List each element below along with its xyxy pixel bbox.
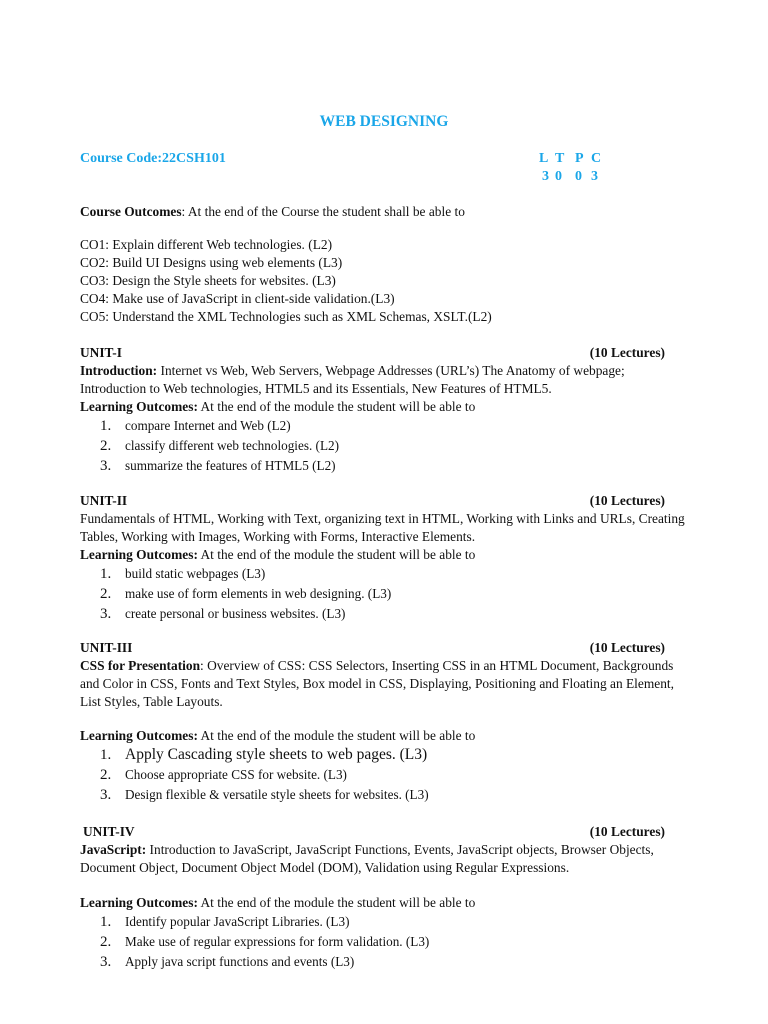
list-item [80, 952, 690, 972]
unit-topic-text: : Overview of CSS: CSS Selectors, Inserting CSS in an HTML Document, Backgrounds and Color in CSS, Fonts and Text Styles, Box model in CSS, Displaying, Positioning and Floating an Element, List Styles, Table Layouts. [80, 658, 674, 709]
ltpc-label: P [575, 151, 584, 166]
course-outcome-item: CO3: Design the Style sheets for websites. (L3) [80, 273, 336, 288]
unit-header [80, 639, 665, 657]
list-item [80, 932, 690, 952]
unit-topic-text: Introduction to JavaScript, JavaScript Functions, Events, JavaScript objects, Browser Objects, Document Object, Document Object Model (DOM), Validation using Regular Expressions. [80, 842, 654, 875]
item-number: 2. [100, 934, 112, 950]
learning-outcomes-intro [80, 546, 690, 564]
ltpc-label: C [591, 151, 602, 166]
unit-topic-text: Internet vs Web, Web Servers, Webpage Addresses (URL’s) The Anatomy of webpage; Introduction to Web technologies, HTML5 and its Essentials, New Features of HTML5. [80, 363, 625, 396]
unit-2 [80, 492, 690, 624]
learning-outcomes-label: Learning Outcomes: [80, 895, 198, 910]
item-text: classify different web technologies. (L2) [125, 438, 339, 453]
learning-outcomes-intro-text: At the end of the module the student will be able to [197, 547, 476, 562]
learning-outcomes-intro-text: At the end of the module the student will be able to [197, 895, 476, 910]
item-number: 2. [100, 586, 112, 602]
item-text: make use of form elements in web designing. (L3) [125, 586, 392, 601]
learning-outcomes-intro [80, 727, 690, 745]
learning-outcomes-label: Learning Outcomes: [80, 728, 198, 743]
list-item [80, 456, 690, 476]
list-item [80, 765, 690, 785]
learning-outcomes-intro-text: At the end of the module the student will be able to [197, 399, 476, 414]
item-text: Apply java script functions and events (L3) [125, 954, 355, 969]
unit-1 [80, 344, 690, 476]
unit-content: Fundamentals of HTML, Working with Text, organizing text in HTML, Working with Links and URLs, Creating Tables, Working with Images, Working with Forms, Interactive Elements. [80, 511, 685, 544]
list-item [80, 416, 690, 436]
unit-lectures: (10 Lectures) [589, 640, 665, 655]
list-item [80, 584, 690, 604]
item-number: 3. [100, 606, 112, 622]
unit-header [80, 344, 665, 362]
unit-topic-label: Introduction: [80, 363, 158, 378]
item-number: 1. [100, 566, 112, 582]
list-item [80, 745, 690, 765]
item-number: 3. [100, 458, 112, 474]
spacer [80, 877, 690, 894]
item-text: Make use of regular expressions for form validation. (L3) [125, 934, 430, 949]
course-outcomes-list [80, 236, 690, 326]
course-outcome-item: CO5: Understand the XML Technologies such as XML Schemas, XSLT.(L2) [80, 309, 492, 324]
unit-title: UNIT-III [80, 640, 133, 655]
ltpc-value: 0 [575, 169, 582, 184]
unit-4 [80, 823, 690, 972]
spacer [80, 711, 690, 727]
learning-outcomes-list [80, 564, 690, 624]
ltpc-label: T [555, 151, 565, 166]
unit-title: UNIT-IV [83, 824, 135, 839]
item-text: create personal or business websites. (L3) [125, 606, 346, 621]
learning-outcomes-list [80, 416, 690, 476]
list-item [80, 912, 690, 932]
course-outcome-item: CO2: Build UI Designs using web elements (L3) [80, 255, 343, 270]
learning-outcomes-label: Learning Outcomes: [80, 547, 198, 562]
ltpc-table [539, 150, 601, 186]
ltpc-values [539, 168, 601, 186]
item-text: compare Internet and Web (L2) [125, 418, 291, 433]
item-text: Design flexible & versatile style sheets for websites. (L3) [125, 787, 429, 802]
course-outcomes-intro [80, 203, 690, 221]
item-number: 1. [100, 914, 112, 930]
course-outcomes-intro-text: : At the end of the Course the student shall be able to [181, 204, 465, 219]
page-title: WEB DESIGNING [319, 113, 449, 130]
item-text: Identify popular JavaScript Libraries. (L3) [125, 914, 350, 929]
learning-outcomes-label: Learning Outcomes: [80, 399, 198, 414]
item-number: 3. [100, 954, 112, 970]
unit-header [80, 492, 665, 510]
item-text: Choose appropriate CSS for website. (L3) [125, 767, 347, 782]
unit-content [80, 841, 690, 877]
item-number: 2. [100, 438, 112, 454]
ltpc-value: 0 [555, 169, 562, 184]
learning-outcomes-list [80, 745, 690, 805]
item-text: build static webpages (L3) [125, 566, 266, 581]
list-item [80, 436, 690, 456]
course-outcome-item: CO1: Explain different Web technologies. (L2) [80, 237, 333, 252]
unit-title: UNIT-I [80, 345, 122, 360]
item-text: summarize the features of HTML5 (L2) [125, 458, 336, 473]
learning-outcomes-intro [80, 398, 690, 416]
item-text: Apply Cascading style sheets to web pages. (L3) [125, 746, 428, 763]
ltpc-labels [539, 150, 601, 168]
ltpc-label: L [539, 151, 549, 166]
unit-lectures: (10 Lectures) [589, 345, 665, 360]
list-item [80, 564, 690, 584]
list-item [80, 604, 690, 624]
learning-outcomes-intro-text: At the end of the module the student will be able to [197, 728, 476, 743]
list-item [80, 785, 690, 805]
unit-lectures: (10 Lectures) [589, 824, 665, 839]
unit-topic-label: JavaScript: [80, 842, 147, 857]
ltpc-value: 3 [591, 169, 598, 184]
course-code: Course Code:22CSH101 [80, 151, 226, 166]
item-number: 2. [100, 767, 112, 783]
item-number: 1. [100, 418, 112, 434]
ltpc-value: 3 [542, 169, 549, 184]
unit-topic-label: CSS for Presentation [80, 658, 201, 673]
item-number: 3. [100, 787, 112, 803]
course-outcomes-label: Course Outcomes [80, 204, 182, 219]
learning-outcomes-intro [80, 894, 690, 912]
unit-3 [80, 639, 690, 805]
unit-content [80, 657, 690, 711]
unit-header [80, 823, 665, 841]
learning-outcomes-list [80, 912, 690, 972]
unit-content [80, 362, 690, 398]
course-outcome-item: CO4: Make use of JavaScript in client-side validation.(L3) [80, 291, 395, 306]
item-number: 1. [100, 747, 112, 763]
unit-lectures: (10 Lectures) [589, 493, 665, 508]
unit-title: UNIT-II [80, 493, 128, 508]
